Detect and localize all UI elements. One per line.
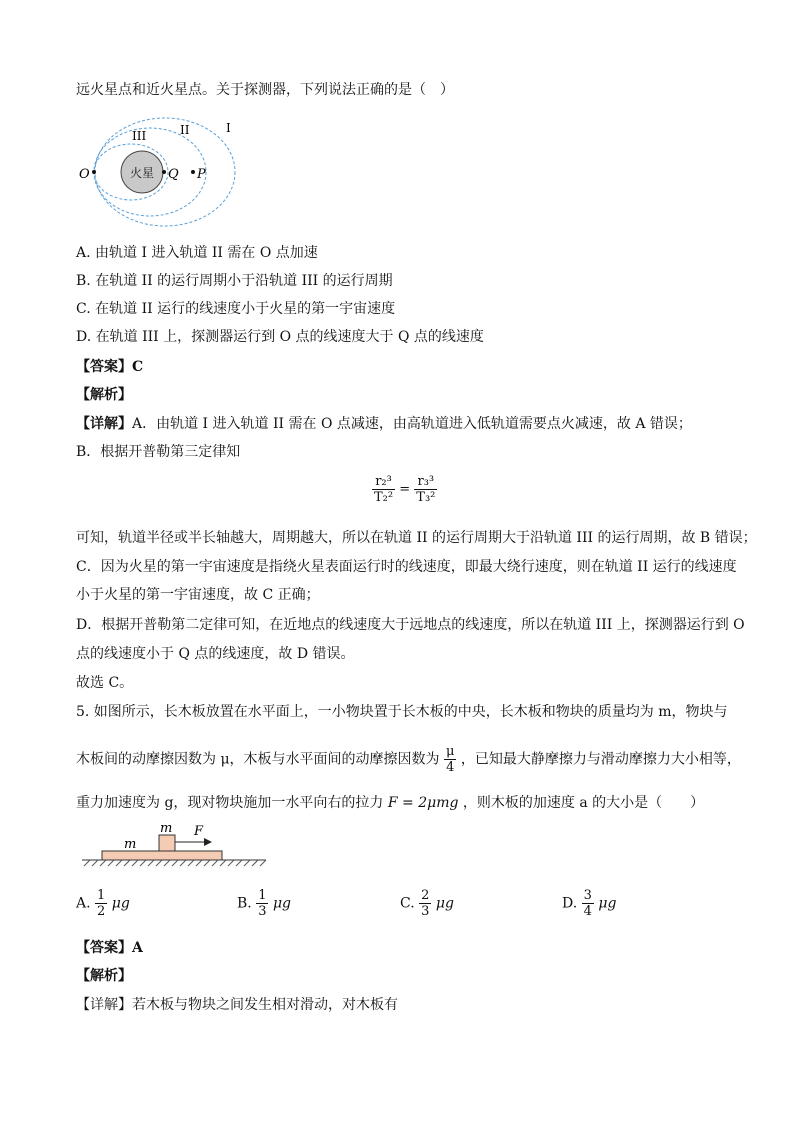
q4-detail-b-text: 可知，轨道半径或半长轴越大，周期越大，所以在轨道 II 的运行周期大于沿轨道 III 的运行周期，故 B 错误； [76, 530, 757, 546]
q5-option-d: D. $\frac{3}{4}$ μg [562, 888, 617, 919]
label-block-m: m [160, 822, 173, 836]
q5-stem-line-1: 5. 如图所示，长木板放置在水平面上，一小物块置于长木板的中央，长木板和物块的质量均为 m，物块与 [76, 704, 728, 720]
orbit-figure [76, 112, 246, 230]
q4-detail-d-2: 点的线速度小于 Q 点的线速度，故 D 错误。 [76, 646, 355, 662]
force-expression: F = 2μmg [387, 795, 459, 811]
board [102, 851, 222, 860]
q5-option-b: B. $\frac{1}{3}$ μg [237, 888, 291, 919]
point-O [92, 170, 96, 174]
q5-analysis-title: 【解析】 [76, 968, 132, 984]
q4-option-c: C. 在轨道 II 运行的线速度小于火星的第一宇宙速度 [76, 301, 396, 317]
label-Q: Q [168, 167, 179, 182]
label-force-F: F [194, 824, 204, 839]
q4-detail-c-1: C．因为火星的第一宇宙速度是指绕火星表面运行时的线速度，即最大绕行速度，则在轨道 II 运行的线速度 [76, 559, 737, 575]
point-Q [162, 170, 166, 174]
q4-option-d: D. 在轨道 III 上，探测器运行到 O 点的线速度大于 Q 点的线速度 [76, 329, 484, 345]
q4-detail-c-2: 小于火星的第一宇宙速度，故 C 正确； [76, 587, 320, 603]
q4-analysis-title: 【解析】 [76, 387, 132, 403]
force-arrow-head [204, 838, 212, 846]
point-P [191, 170, 195, 174]
label-orbit-1: I [226, 121, 231, 135]
label-O: O [79, 167, 90, 182]
q4-conclusion: 故选 C。 [76, 675, 134, 691]
q4-stem-tail: 远火星点和近火星点。关于探测器，下列说法正确的是（ ） [76, 82, 454, 98]
q4-answer: 【答案】C [76, 359, 144, 375]
detail-label: 【详解】 [76, 416, 132, 432]
label-board-m: m [124, 837, 137, 852]
board-block-figure [76, 822, 276, 870]
q4-detail-b-intro: B．根据开普勒第三定律知 [76, 444, 241, 460]
q4-option-b: B. 在轨道 II 的运行周期小于沿轨道 III 的运行周期 [76, 273, 393, 289]
q5-option-a: A. $\frac{1}{2}$ μg [76, 888, 130, 919]
q4-detail-d-1: D．根据开普勒第二定律可知，在近地点的线速度大于远地点的线速度，所以在轨道 III 上，探测器运行到 O [76, 617, 745, 633]
q4-detail-a: 【详解】A．由轨道 I 进入轨道 II 需在 O 点减速，由高轨道进入低轨道需要点火减速，故 A 错误； [76, 416, 692, 432]
q5-answer: 【答案】A [76, 940, 143, 956]
block [159, 835, 175, 851]
label-P: P [197, 167, 206, 182]
label-orbit-3: III [132, 129, 147, 143]
ground-hatch [84, 860, 266, 866]
mars-label: 火星 [130, 166, 155, 180]
q5-option-c: C. $\frac{2}{3}$ μg [400, 888, 454, 919]
label-orbit-2: II [180, 123, 190, 137]
q5-stem-line-2: 木板间的动摩擦因数为 μ，木板与水平面间的动摩擦因数为 $\frac{\mu}{4}$ ，已知最大静摩擦力与滑动摩擦力大小相等， [76, 744, 741, 775]
mu-over-4: $\frac{\mu}{4}$ [446, 744, 455, 775]
q5-stem-line-3: 重力加速度为 g，现对物块施加一水平向右的拉力 F = 2μmg ，则木板的加速度 a 的大小是（ ） [76, 795, 705, 811]
kepler-formula: $\frac{\text{r₂³}}{\text{T₂²}}$ = $\frac{\text{r₃³}}{\text{T₃²}}$ [374, 474, 436, 505]
q5-detail: 【详解】若木板与物块之间发生相对滑动，对木板有 [76, 997, 398, 1013]
q4-option-a: A. 由轨道 I 进入轨道 II 需在 O 点加速 [76, 245, 318, 261]
